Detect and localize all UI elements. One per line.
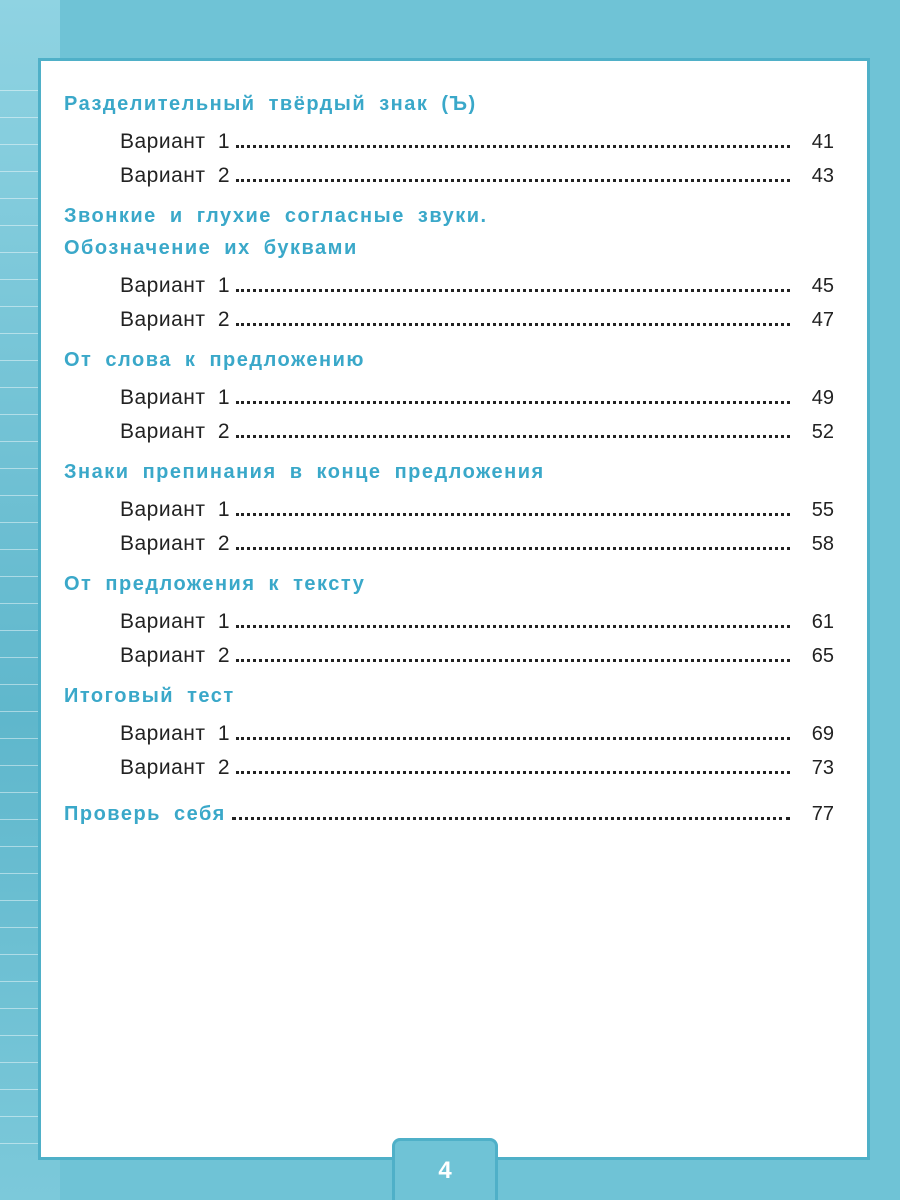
section-title: От предложения к тексту: [64, 573, 366, 595]
dot-leader: [236, 512, 790, 516]
entry-page-number: 41: [811, 131, 834, 153]
entry-label: Вариант 1: [120, 610, 231, 633]
entry-label: Вариант 2: [120, 164, 231, 187]
toc-entry[interactable]: [64, 746, 834, 780]
toc-section: [64, 568, 834, 668]
entry-page-number: 58: [811, 533, 834, 555]
toc-entry-check-yourself[interactable]: [64, 792, 834, 826]
entry-label: Вариант 2: [120, 532, 231, 555]
toc-section: [64, 680, 834, 780]
entry-page-number: 49: [811, 387, 834, 409]
section-title-continued: Обозначение их буквами: [64, 237, 358, 259]
toc-section: [64, 344, 834, 444]
toc-entry[interactable]: [64, 120, 834, 154]
dot-leader: [236, 144, 790, 148]
entry-label: Вариант 2: [120, 308, 231, 331]
entry-page-number: 77: [811, 803, 834, 825]
entry-label: Вариант 1: [120, 722, 231, 745]
entry-page-number: 45: [811, 275, 834, 297]
toc-section: [64, 200, 834, 332]
toc-entry[interactable]: [64, 298, 834, 332]
page-number: 4: [438, 1156, 452, 1184]
dot-leader: [236, 288, 790, 292]
toc-entry[interactable]: [64, 712, 834, 746]
toc-entry[interactable]: [64, 410, 834, 444]
section-title: Знаки препинания в конце предложения: [64, 461, 545, 483]
entry-label: Вариант 1: [120, 274, 231, 297]
entry-page-number: 47: [811, 309, 834, 331]
dot-leader: [236, 400, 790, 404]
dot-leader: [232, 816, 790, 820]
section-title: От слова к предложению: [64, 349, 365, 371]
toc-entry[interactable]: [64, 634, 834, 668]
dot-leader: [236, 546, 790, 550]
entry-page-number: 73: [811, 757, 834, 779]
dot-leader: [236, 434, 790, 438]
section-title: Итоговый тест: [64, 685, 235, 707]
table-of-contents: [64, 88, 834, 826]
dot-leader: [236, 178, 790, 182]
toc-entry[interactable]: [64, 376, 834, 410]
dot-leader: [236, 736, 790, 740]
toc-section: [64, 88, 834, 188]
page-number-tab: [392, 1138, 498, 1200]
entry-page-number: 69: [811, 723, 834, 745]
entry-label: Вариант 1: [120, 130, 231, 153]
dot-leader: [236, 624, 790, 628]
entry-page-number: 43: [811, 165, 834, 187]
toc-entry[interactable]: [64, 488, 834, 522]
dot-leader: [236, 770, 790, 774]
entry-page-number: 61: [811, 611, 834, 633]
section-title: Разделительный твёрдый знак (Ъ): [64, 93, 477, 115]
toc-entry[interactable]: [64, 264, 834, 298]
dot-leader: [236, 322, 790, 326]
entry-label: Вариант 1: [120, 386, 231, 409]
entry-page-number: 55: [811, 499, 834, 521]
entry-page-number: 52: [811, 421, 834, 443]
entry-label: Вариант 2: [120, 420, 231, 443]
entry-page-number: 65: [811, 645, 834, 667]
dot-leader: [236, 658, 790, 662]
entry-label: Вариант 2: [120, 756, 231, 779]
toc-entry[interactable]: [64, 154, 834, 188]
toc-entry[interactable]: [64, 522, 834, 556]
toc-entry[interactable]: [64, 600, 834, 634]
entry-label: Проверь себя: [64, 803, 226, 825]
toc-section: [64, 456, 834, 556]
entry-label: Вариант 2: [120, 644, 231, 667]
entry-label: Вариант 1: [120, 498, 231, 521]
section-title: Звонкие и глухие согласные звуки.: [64, 205, 488, 227]
